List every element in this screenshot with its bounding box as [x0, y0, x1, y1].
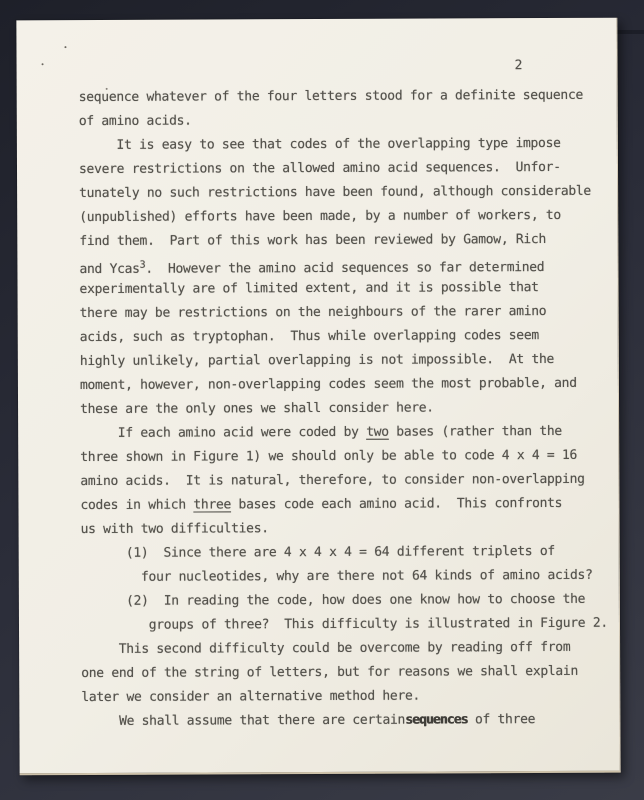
paper-speck: [42, 63, 44, 65]
text-line: [79, 132, 606, 158]
text-line: [80, 420, 607, 446]
text-segment: and Ycas: [79, 261, 140, 278]
text-line: [80, 396, 607, 422]
text-segment: moment, however, non-overlapping codes seem the most probable, and: [79, 375, 577, 394]
text-line: [79, 84, 606, 110]
text-line: [81, 540, 608, 566]
text-line: [79, 228, 606, 254]
text-segment: acids, such as tryptophan. Thus while overlapping codes seem: [79, 328, 539, 346]
text-line: [79, 108, 606, 134]
text-segment: four nucleotides, why are there not 64 kinds of amino acids?: [80, 567, 593, 586]
text-segment-sup: 3: [139, 259, 146, 271]
text-segment: bases code each amino acid. This confronts: [230, 495, 563, 513]
text-segment: severe restrictions on the allowed amino acid sequences. Unfor-: [78, 159, 561, 178]
text-line: [80, 300, 607, 326]
text-segment: us with two difficulties.: [80, 521, 269, 538]
text-line: [80, 468, 607, 494]
text-segment: (1) Since there are 4 x 4 x 4 = 64 different triplets of: [80, 543, 555, 562]
text-line: [81, 564, 608, 590]
text-line: [81, 588, 608, 614]
text-line: [79, 156, 606, 182]
text-segment: codes in which: [80, 497, 194, 514]
text-line: [80, 324, 607, 350]
text-segment: We shall assume that there are certain: [81, 712, 406, 730]
text-line: [81, 636, 608, 662]
text-segment: This second difficulty could be overcome by reading off from: [81, 639, 571, 658]
text-line: [79, 204, 606, 230]
document-page: [16, 18, 620, 776]
text-segment: three shown in Figure 1) we should only be able to code 4 x 4 = 16: [80, 447, 578, 466]
text-segment: find them. Part of this work has been reviewed by Gamow, Rich: [79, 232, 547, 250]
text-segment-u: two: [366, 424, 389, 440]
typewritten-text: [79, 84, 609, 734]
text-segment: tunately no such restrictions have been found, although considerable: [79, 183, 591, 202]
text-line: [81, 516, 608, 542]
text-line: [79, 180, 606, 206]
text-segment: sequence whatever of the four letters stood for a definite sequence: [78, 87, 584, 106]
text-segment: If each amino acid were coded by: [80, 424, 367, 442]
text-line: [81, 660, 608, 686]
text-segment: one end of the string of letters, but for reasons we shall explain: [81, 663, 579, 682]
text-line: [79, 252, 606, 278]
text-segment: It is easy to see that codes of the overlapping type impose: [78, 135, 561, 154]
text-segment: bases (rather than the: [388, 423, 562, 440]
text-segment-u: three: [193, 497, 232, 513]
text-line: [80, 492, 607, 518]
text-line: [80, 372, 607, 398]
text-segment: later we consider an alternative method here.: [81, 688, 421, 706]
text-segment: . However the amino acid sequences so far determined: [145, 260, 545, 277]
text-segment: (2) In reading the code, how does one know how to choose the: [80, 591, 586, 610]
text-segment: of three: [467, 712, 536, 728]
text-segment-strike: sequences: [405, 712, 468, 728]
paper-speck: [64, 46, 66, 48]
text-segment: (unpublished) efforts have been made, by a number of workers, to: [79, 207, 561, 226]
background-seam: [614, 30, 644, 34]
text-line: [79, 276, 606, 302]
page-number: 2: [514, 58, 523, 74]
text-line: [81, 612, 608, 638]
text-segment: these are the only ones we shall consider here.: [80, 400, 434, 418]
text-segment: groups of three? This difficulty is illustrated in Figure 2.: [80, 615, 608, 634]
text-segment: experimentally are of limited extent, and it is possible that: [79, 280, 539, 298]
text-line: [81, 684, 608, 710]
text-line: [81, 708, 608, 734]
text-line: [80, 444, 607, 470]
text-segment: highly unlikely, partial overlapping is not impossible. At the: [79, 351, 555, 370]
text-segment: amino acids. It is natural, therefore, to consider non-overlapping: [80, 471, 585, 490]
text-segment: of amino acids.: [78, 113, 192, 130]
text-line: [80, 348, 607, 374]
text-segment: there may be restrictions on the neighbours of the rarer amino: [79, 304, 547, 322]
